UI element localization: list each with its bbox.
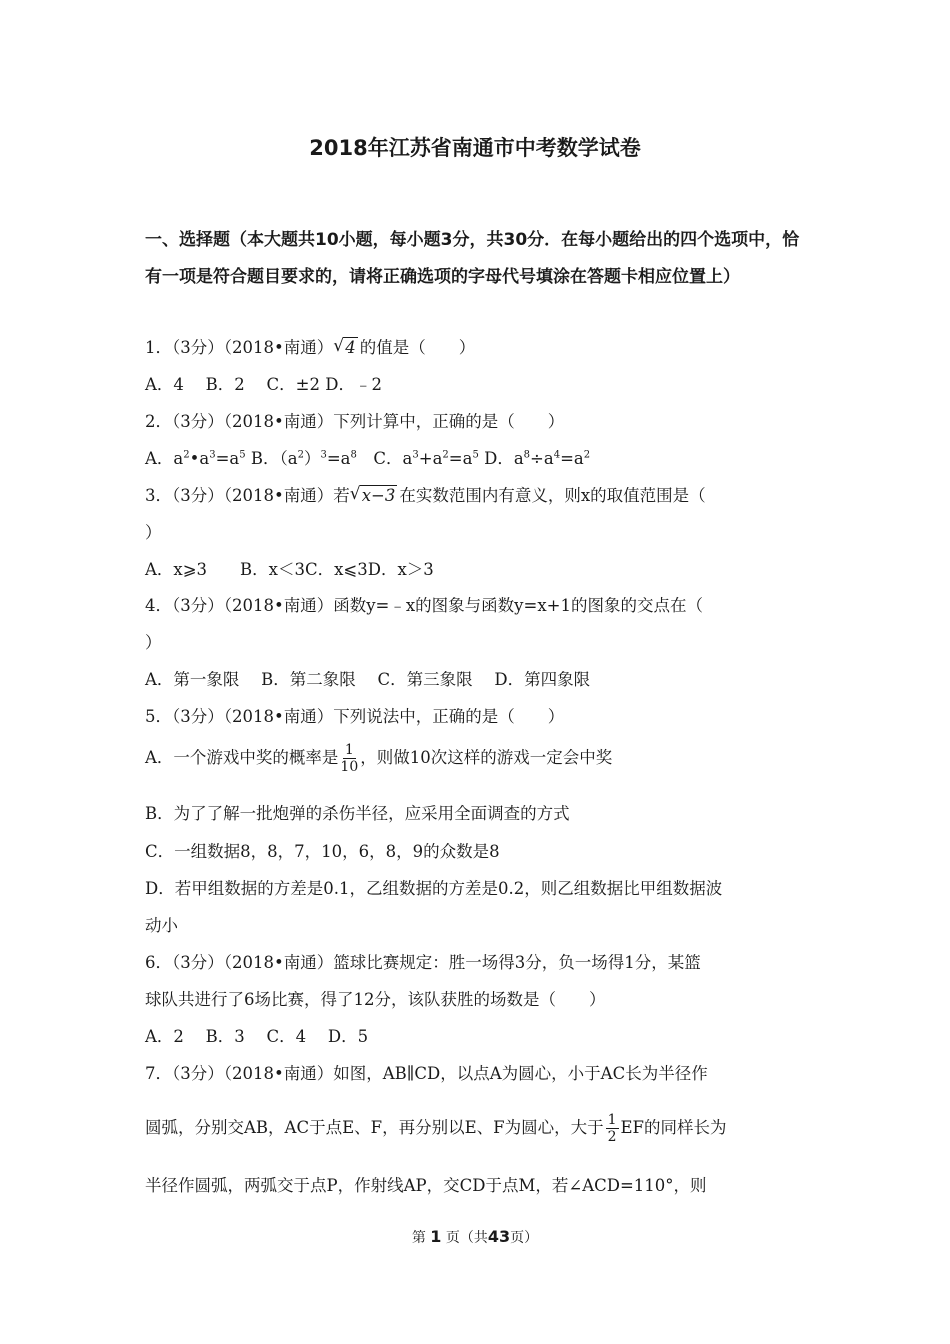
q2-d-result: =a — [560, 449, 584, 468]
q2-b-mid: ） — [303, 449, 321, 468]
question-4: 4．（3分）（2018•南通）函数y=﹣x的图象与函数y=x+1的图象的交点在（ — [145, 596, 703, 615]
q2-b-result: =a — [326, 449, 351, 468]
q2-c-result: =a — [448, 449, 473, 468]
q2-option-c: C．a — [356, 449, 413, 468]
fraction — [340, 742, 358, 775]
q7-line-3: 半径作圆弧，两弧交于点P，作射线AP，交CD于点M，若∠ACD=110°，则 — [145, 1176, 707, 1195]
exponent: 2 — [583, 449, 591, 461]
exponent: 4 — [553, 449, 561, 461]
q2-c-mid: +a — [418, 449, 443, 468]
question-5: 5．（3分）（2018•南通）下列说法中，正确的是（ ） — [145, 707, 565, 726]
q1-options: A．4 B．2 C．±2 D．﹣2 — [145, 375, 382, 394]
question-1 — [145, 334, 815, 358]
q3-suffix: 在实数范围内有意义，则x的取值范围是（ — [399, 486, 706, 505]
q1-prefix: 1．（3分）（2018•南通） — [145, 338, 334, 357]
exponent: 5 — [239, 449, 246, 461]
footer-post: 页） — [510, 1230, 539, 1246]
q2-option-a: A．a — [145, 449, 184, 468]
section-heading: 一、选择题（本大题共10小题，每小题3分，共30分．在每小题给出的四个选项中，恰有一项是符合题目要求的，请将正确选项的字母代号填涂在答题卡相应位置上） — [145, 230, 800, 287]
exponent: 3 — [209, 449, 216, 461]
exponent: 5 — [472, 449, 479, 461]
exponent: 8 — [523, 449, 531, 461]
q5-a-prefix: A．一个游戏中奖的概率是 — [145, 748, 339, 767]
fraction-numerator: 1 — [607, 1112, 617, 1128]
fraction — [606, 1112, 619, 1145]
page-number: 1 — [430, 1227, 442, 1246]
q2-d-mid: ÷a — [530, 449, 554, 468]
radical-icon: √ — [333, 336, 345, 356]
q5-option-b: B．为了了解一批炮弹的杀伤半径，应采用全面调查的方式 — [145, 804, 570, 823]
question-7: 7．（3分）（2018•南通）如图，AB∥CD，以点A为圆心，小于AC长为半径作 — [145, 1064, 708, 1083]
question-3 — [145, 482, 815, 506]
question-6: 6．（3分）（2018•南通）篮球比赛规定：胜一场得3分，负一场得1分，某篮 — [145, 953, 701, 972]
sqrt-expression — [333, 338, 358, 357]
q3-continuation: ） — [145, 523, 162, 542]
q1-suffix: 的值是（ ） — [359, 338, 476, 357]
total-pages: 43 — [487, 1227, 511, 1246]
q2-option-d: D．a — [478, 449, 524, 468]
q2-a-result: =a — [215, 449, 240, 468]
q4-options: A．第一象限 B．第二象限 C．第三象限 D．第四象限 — [145, 670, 591, 689]
q5-option-a — [145, 742, 815, 775]
page-title: 2018年江苏省南通市中考数学试卷 — [309, 136, 641, 160]
fraction-numerator: 1 — [344, 742, 354, 758]
exponent: 2 — [183, 449, 190, 461]
q2-option-b: B．（a — [245, 449, 298, 468]
sqrt-expression — [350, 486, 398, 505]
q5-a-suffix: ，则做10次这样的游戏一定会中奖 — [360, 748, 613, 767]
fraction-denominator: 2 — [607, 1129, 617, 1145]
q2-options — [145, 445, 815, 469]
page-footer — [0, 1227, 950, 1247]
fraction-denominator: 10 — [340, 759, 359, 775]
exponent: 3 — [320, 449, 327, 461]
exponent: 2 — [442, 449, 449, 461]
q5-option-d: D．若甲组数据的方差是0.1，乙组数据的方差是0.2，则乙组数据比甲组数据波 — [145, 879, 723, 898]
q1-radicand: 4 — [345, 338, 356, 357]
q3-options: A．x⩾3 B．x＜3C．x⩽3D．x＞3 — [145, 560, 434, 579]
exponent: 2 — [297, 449, 304, 461]
q5-option-c: C．一组数据8，8，7，10，6，8，9的众数是8 — [145, 842, 500, 861]
footer-mid: 页（共 — [445, 1230, 488, 1246]
q7-line2-suffix: EF的同样长为 — [620, 1118, 727, 1137]
q6-continuation: 球队共进行了6场比赛，得了12分，该队获胜的场数是（ ） — [145, 990, 606, 1009]
q3-radicand: x−3 — [361, 486, 396, 505]
question-2: 2．（3分）（2018•南通）下列计算中，正确的是（ ） — [145, 412, 565, 431]
q7-line2-prefix: 圆弧，分别交AB，AC于点E、F，再分别以E、F为圆心，大于 — [145, 1118, 604, 1137]
q4-continuation: ） — [145, 633, 162, 652]
q7-line-2 — [145, 1112, 815, 1145]
radical-icon: √ — [349, 484, 361, 504]
exponent: 8 — [350, 449, 357, 461]
exponent: 3 — [412, 449, 419, 461]
q2-a-mid: •a — [189, 449, 210, 468]
q6-options: A．2 B．3 C．4 D．5 — [145, 1027, 369, 1046]
footer-pre: 第 — [411, 1230, 426, 1246]
q5-option-d-continuation: 动小 — [145, 916, 178, 935]
q3-prefix: 3．（3分）（2018•南通）若 — [145, 486, 350, 505]
